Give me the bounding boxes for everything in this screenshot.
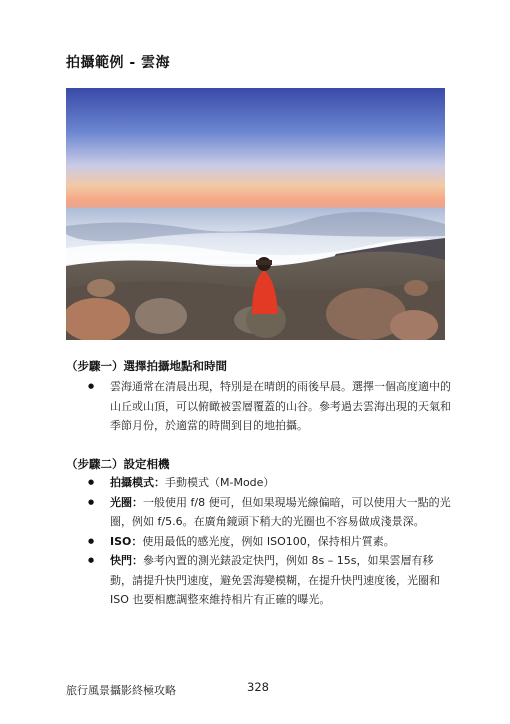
step2-list bbox=[66, 473, 451, 610]
list-item bbox=[66, 377, 451, 436]
sea-of-clouds-photo bbox=[66, 88, 445, 340]
shutter-label: 快門： bbox=[110, 554, 143, 567]
step1-item-text: 雲海通常在清晨出現，特別是在晴朗的雨後早晨。選擇一個高度適中的山丘或山頂，可以俯瞰被雲層覆蓋的山谷。參考過去雲海出現的天氣和季節月份，於適當的時間到目的地拍攝。 bbox=[110, 380, 451, 432]
step1-heading: （步驟一）選擇拍攝地點和時間 bbox=[66, 359, 227, 373]
iso-text: 使用最低的感光度，例如 ISO100，保持相片質素。 bbox=[142, 534, 395, 548]
sea-of-clouds-illustration bbox=[66, 88, 445, 340]
aperture-text: 一般使用 f/8 便可，但如果現場光線偏暗，可以使用大一點的光圈，例如 f/5.6。在廣角鏡頭下稍大的光圈也不容易做成淺景深。 bbox=[110, 495, 451, 528]
list-item bbox=[66, 532, 451, 552]
mode-label: 拍攝模式： bbox=[110, 476, 165, 489]
mode-text: 手動模式（M-Mode） bbox=[165, 476, 275, 489]
footer-page-number: 328 bbox=[247, 680, 269, 694]
list-item bbox=[66, 493, 451, 532]
list-item bbox=[66, 551, 451, 610]
iso-label: ISO： bbox=[110, 534, 143, 548]
list-item bbox=[66, 473, 451, 493]
footer-book-title: 旅行風景攝影終極攻略 bbox=[66, 684, 176, 697]
shutter-text: 參考內置的測光錶設定快門，例如 8s – 15s，如果雲層有移動，請提升快門速度，避免雲海變模糊，在提升快門速度後，光圈和 ISO 也要相應調整來維持相片有正確的曝光。 bbox=[110, 554, 440, 606]
page-title: 拍攝範例 - 雲海 bbox=[66, 55, 171, 71]
step2-heading: （步驟二）設定相機 bbox=[66, 457, 170, 471]
aperture-label: 光圈： bbox=[110, 495, 143, 509]
step1-list bbox=[66, 377, 451, 436]
